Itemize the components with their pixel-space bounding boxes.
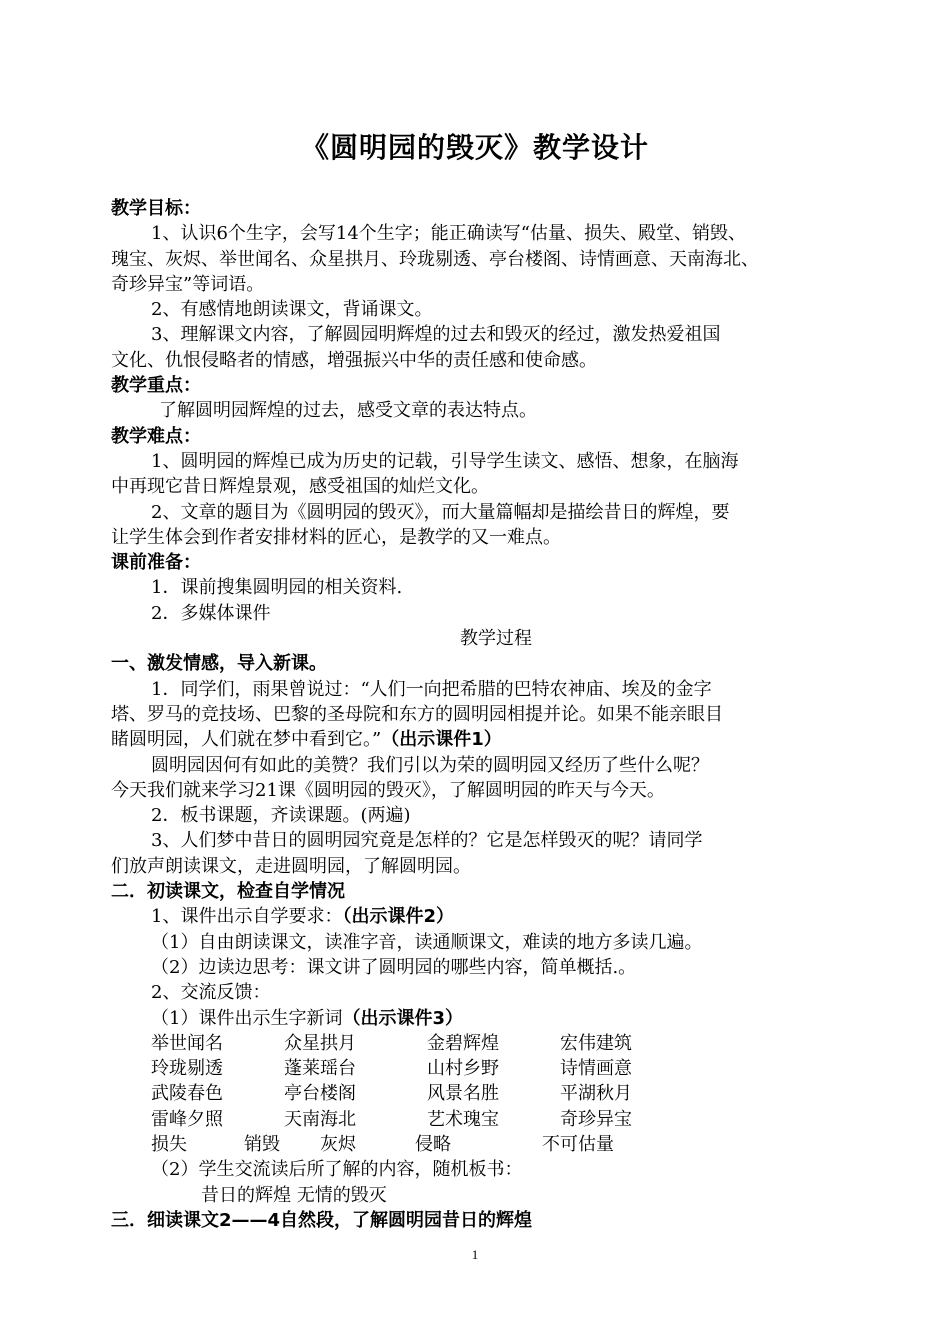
page-title: 《圆明园的毁灭》教学设计 [300, 131, 649, 164]
text-line [111, 398, 851, 423]
line-text: 1．同学们，雨果曾说过：“人们一向把希腊的巴特农神庙、埃及的金字 [151, 678, 712, 700]
vocabulary-word: 玲珑剔透 [151, 1058, 223, 1080]
vocabulary-word: 雷峰夕照 [151, 1108, 223, 1130]
section-heading [111, 550, 851, 575]
section-heading [111, 1208, 851, 1233]
text-line [111, 348, 851, 373]
subsection-title [111, 626, 851, 651]
line-text: 1、圆明园的辉煌已成为历史的记载，引导学生读文、感悟、想象，在脑海 [151, 450, 739, 472]
page-number: 1 [471, 1247, 479, 1262]
line-text: 们放声朗读课文，走进圆明园，了解圆明园。 [111, 855, 471, 877]
line-text: 2、有感情地朗读课文，背诵课文。 [151, 299, 433, 321]
line-text: 中再现它昔日辉煌景观，感受祖国的灿烂文化。 [111, 476, 489, 498]
text-line [111, 727, 851, 752]
text-line [111, 297, 851, 322]
text-block-tail [111, 1157, 851, 1233]
text-line [111, 930, 851, 955]
vocabulary-word: 亭台楼阁 [284, 1083, 356, 1105]
line-text: 让学生体会到作者安排材料的匠心，是教学的又一难点。 [111, 526, 561, 548]
line-text: 2、文章的题目为《圆明园的毁灭》，而大量篇幅却是描绘昔日的辉煌，要 [151, 501, 730, 523]
text-line [111, 854, 851, 879]
section-heading [111, 424, 851, 449]
line-text: 圆明园因何有如此的美赞？我们引以为荣的圆明园又经历了些什么呢？ [151, 754, 709, 776]
courseware-note: （出示课件2） [342, 906, 454, 928]
line-text: 教学重点： [111, 375, 201, 397]
vocabulary-word: 金碧辉煌 [427, 1032, 499, 1054]
line-text: 1、认识6个生字，会写14个生字；能正确读写“估量、损失、殿堂、销毁、 [151, 223, 747, 245]
vocabulary-word: 灰烬 [320, 1133, 356, 1155]
vocabulary-word: 举世闻名 [151, 1032, 223, 1054]
text-line [111, 803, 851, 828]
line-text: 2．多媒体课件 [151, 602, 271, 624]
line-text: 2．板书课题，齐读课题。(两遍) [151, 805, 411, 827]
vocabulary-word: 风景名胜 [427, 1083, 499, 1105]
text-line [111, 677, 851, 702]
text-line [111, 221, 851, 246]
line-text: 睹圆明园，人们就在梦中看到它。” [111, 729, 382, 751]
text-line [111, 778, 851, 803]
line-text: 昔日的辉煌 无情的毁灭 [201, 1184, 387, 1206]
document-body [111, 196, 851, 1233]
text-line [111, 449, 851, 474]
text-block-main [111, 196, 851, 1031]
section-heading [111, 879, 851, 904]
text-line [111, 575, 851, 600]
text-line [111, 474, 851, 499]
text-line [111, 955, 851, 980]
line-text: 1、课件出示自学要求： [151, 906, 343, 928]
vocabulary-word: 诗情画意 [560, 1058, 632, 1080]
text-line [111, 1183, 851, 1208]
vocabulary-row [111, 1132, 851, 1157]
section-heading [111, 373, 851, 398]
vocabulary-word: 销毁 [244, 1133, 280, 1155]
vocabulary-row [111, 1107, 851, 1132]
line-text: 3、人们梦中昔日的圆明园究竟是怎样的？它是怎样毁灭的呢？请同学 [151, 830, 703, 852]
courseware-note: （出示课件1） [381, 729, 502, 751]
text-line [111, 601, 851, 626]
text-line [111, 980, 851, 1005]
line-text: 课前准备： [111, 552, 201, 574]
line-text: （1）自由朗读课文，读准字音，读通顺课文，难读的地方多读几遍。 [151, 931, 703, 953]
text-line [111, 828, 851, 853]
line-text: （2）边读边思考：课文讲了圆明园的哪些内容，简单概括.。 [151, 956, 637, 978]
line-text: 瑰宝、灰烬、举世闻名、众星拱月、玲珑剔透、亭台楼阁、诗情画意、天南海北、 [111, 248, 759, 270]
line-text: 1．课前搜集圆明园的相关资料. [151, 577, 403, 599]
text-line [111, 247, 851, 272]
line-text: 二．初读课文，检查自学情况 [111, 881, 345, 903]
vocabulary-row [111, 1081, 851, 1106]
line-text: 三．细读课文2——4自然段，了解圆明园昔日的辉煌 [111, 1209, 533, 1231]
line-text: （2）学生交流读后所了解的内容，随机板书： [151, 1159, 523, 1181]
vocabulary-row [111, 1031, 851, 1056]
text-line [111, 904, 851, 929]
text-line [111, 1006, 851, 1031]
vocabulary-word: 蓬莱瑶台 [284, 1058, 356, 1080]
vocabulary-word: 宏伟建筑 [560, 1032, 632, 1054]
text-line [111, 322, 851, 347]
vocabulary-word: 山村乡野 [427, 1058, 499, 1080]
line-text: （1）课件出示生字新词 [151, 1007, 343, 1029]
vocabulary-row [111, 1056, 851, 1081]
vocabulary-word: 众星拱月 [284, 1032, 356, 1054]
line-text: 教学过程 [460, 628, 532, 650]
vocabulary-word: 奇珍异宝 [560, 1108, 632, 1130]
text-line [111, 1157, 851, 1182]
vocabulary-word: 平湖秋月 [560, 1083, 632, 1105]
text-line [111, 702, 851, 727]
section-heading [111, 196, 851, 221]
line-text: 文化、仇恨侵略者的情感，增强振兴中华的责任感和使命感。 [111, 349, 597, 371]
line-text: 2、交流反馈： [151, 982, 271, 1004]
vocabulary-word: 武陵春色 [151, 1083, 223, 1105]
line-text: 奇珍异宝”等词语。 [111, 273, 265, 295]
vocabulary-grid [111, 1031, 851, 1132]
text-line [111, 272, 851, 297]
courseware-note: （出示课件3） [342, 1007, 463, 1029]
line-text: 教学难点： [111, 425, 201, 447]
section-heading [111, 651, 851, 676]
line-text: 今天我们就来学习21课《圆明园的毁灭》，了解圆明园的昨天与今天。 [111, 779, 665, 801]
line-text: 3、理解课文内容，了解圆园明辉煌的过去和毁灭的经过，激发热爱祖国 [151, 324, 721, 346]
line-text: 塔、罗马的竞技场、巴黎的圣母院和东方的圆明园相提并论。如果不能亲眼目 [111, 703, 723, 725]
text-line [111, 525, 851, 550]
vocabulary-word: 侵略 [415, 1133, 451, 1155]
vocabulary-word: 艺术瑰宝 [427, 1108, 499, 1130]
line-text: 一、激发情感，导入新课。 [111, 653, 327, 675]
vocabulary-word: 损失 [151, 1133, 187, 1155]
text-line [111, 500, 851, 525]
line-text: 了解圆明园辉煌的过去，感受文章的表达特点。 [159, 400, 537, 422]
vocabulary-word: 不可估量 [542, 1133, 614, 1155]
text-line [111, 753, 851, 778]
line-text: 教学目标： [111, 198, 201, 219]
vocabulary-word: 天南海北 [284, 1108, 356, 1130]
